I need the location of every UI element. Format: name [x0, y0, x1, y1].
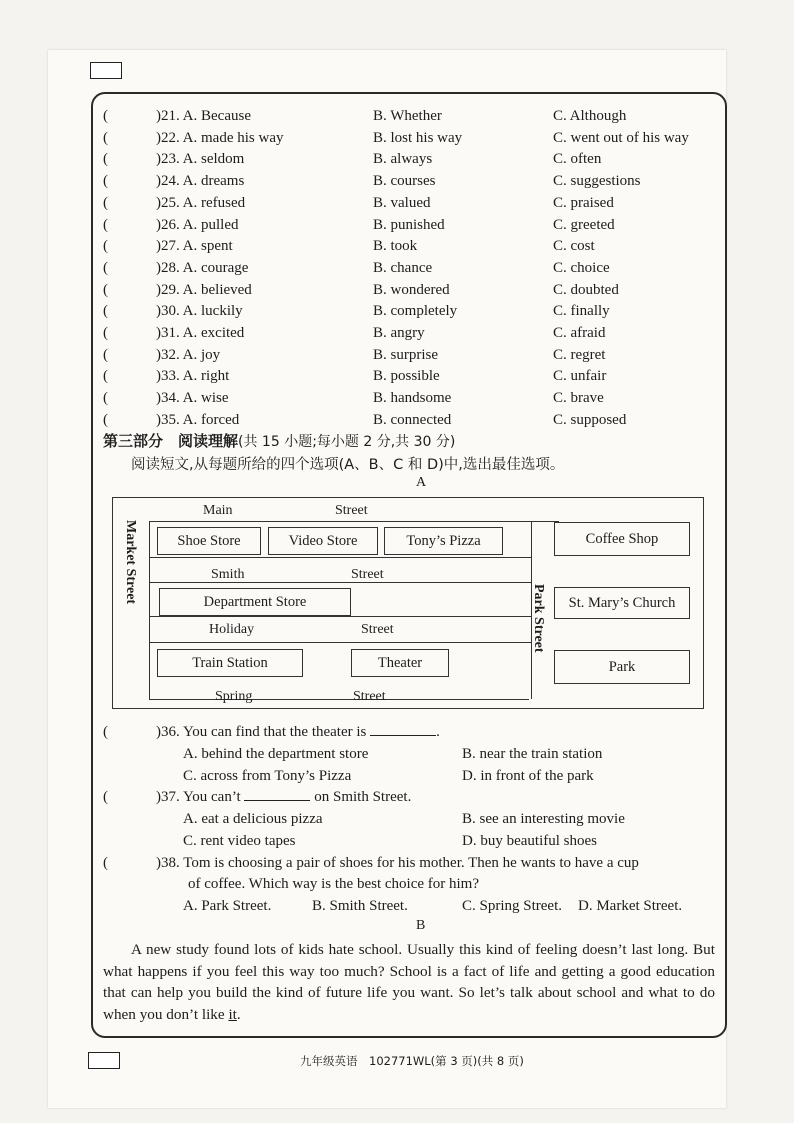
part-b-label: B: [416, 918, 426, 933]
q36-stem-text: )36. You can find that the theater is: [156, 724, 367, 740]
option-b: B. wondered: [373, 281, 450, 298]
q36-stem-end: .: [436, 724, 440, 740]
q38-option-b: B. Smith Street.: [312, 898, 408, 914]
department-store: Department Store: [159, 588, 351, 616]
train-station: Train Station: [157, 649, 303, 677]
option-a: )26. A. pulled: [156, 216, 239, 233]
option-b: B. courses: [373, 173, 436, 190]
option-a: )32. A. joy: [156, 346, 221, 363]
option-a: )22. A. made his way: [156, 129, 284, 146]
q37-stem: [156, 786, 411, 808]
q37-option-d: D. buy beautiful shoes: [462, 833, 597, 849]
q38-option-d: D. Market Street.: [578, 898, 683, 914]
q38-option-a: A. Park Street.: [183, 898, 272, 914]
answer-paren: (: [103, 151, 108, 168]
q37-stem-text: )37. You can’t: [156, 789, 241, 805]
option-b: B. punished: [373, 216, 445, 233]
q36-option-d: D. in front of the park: [462, 768, 594, 784]
road-line: [149, 582, 531, 583]
page-footer: 九年级英语 102771WL(第 3 页)(共 8 页): [300, 1054, 524, 1068]
option-a: )28. A. courage: [156, 259, 249, 276]
question-37: [103, 786, 412, 808]
option-c: C. choice: [553, 259, 610, 276]
holiday-label: Holiday: [209, 622, 255, 637]
option-a: )30. A. luckily: [156, 303, 243, 320]
option-c: C. regret: [553, 346, 606, 363]
option-a: )24. A. dreams: [156, 173, 245, 190]
q37-option-c: C. rent video tapes: [183, 833, 296, 849]
answer-paren: (: [103, 238, 108, 255]
paren: (: [103, 855, 108, 871]
section-instruction: 阅读短文,从每题所给的四个选项(A、B、C 和 D)中,选出最佳选项。: [131, 457, 565, 473]
spring-label: Spring: [215, 689, 253, 704]
option-a: )25. A. refused: [156, 194, 246, 211]
option-c: C. suggestions: [553, 173, 641, 190]
question-36: [103, 721, 440, 743]
video-store: Video Store: [268, 527, 378, 555]
option-b: B. connected: [373, 411, 452, 428]
q38-option-c: C. Spring Street.: [462, 898, 562, 914]
passage-text: A new study found lots of kids hate school. Usually this kind of feeling doesn’t last long. But what happens if you feel this way too much? School is a fact of life and getting a good education that can help you build the kind of future life you want. So let’s talk about school and what to do when you don’t like: [103, 941, 715, 1023]
option-c: C. unfair: [553, 368, 607, 385]
answer-paren: (: [103, 281, 108, 298]
option-a: )23. A. seldom: [156, 151, 245, 168]
street-map: [112, 497, 704, 709]
coffee-shop: Coffee Shop: [554, 522, 690, 556]
option-b: B. always: [373, 151, 433, 168]
shoe-store: Shoe Store: [157, 527, 261, 555]
option-a: )21. A. Because: [156, 108, 251, 124]
option-c: C. finally: [553, 303, 610, 320]
answer-paren: (: [103, 303, 108, 320]
road-line: [149, 616, 531, 617]
main-street-label: Street: [335, 503, 368, 518]
option-c: C. went out of his way: [553, 129, 689, 146]
passage-b: [103, 939, 715, 1025]
option-b: B. lost his way: [373, 129, 463, 146]
option-a: )29. A. believed: [156, 281, 252, 298]
option-b: B. angry: [373, 325, 425, 341]
option-c: C. greeted: [553, 216, 615, 233]
paren: (: [103, 724, 108, 740]
option-a: )27. A. spent: [156, 238, 233, 255]
option-b: B. took: [373, 238, 418, 255]
q36-option-c: C. across from Tony’s Pizza: [183, 768, 352, 784]
answer-paren: (: [103, 368, 108, 385]
park: Park: [554, 650, 690, 684]
q36-stem: [156, 721, 440, 743]
main-label: Main: [203, 503, 233, 518]
option-c: C. doubted: [553, 281, 619, 298]
holiday-street-label: Street: [361, 622, 394, 637]
option-b: B. handsome: [373, 390, 452, 407]
answer-paren: (: [103, 194, 108, 211]
answer-blank[interactable]: [370, 721, 436, 736]
corner-box-top: [90, 62, 122, 79]
q36-option-a: A. behind the department store: [183, 746, 369, 762]
smith-street-label: Street: [351, 567, 384, 582]
answer-paren: (: [103, 325, 108, 341]
answer-paren: (: [103, 173, 108, 190]
option-b: B. Whether: [373, 108, 442, 124]
option-b: B. surprise: [373, 346, 438, 363]
answer-paren: (: [103, 259, 108, 276]
answer-paren: (: [103, 129, 108, 146]
option-c: C. brave: [553, 390, 604, 407]
q37-stem-end: on Smith Street.: [314, 789, 412, 805]
road-line: [149, 557, 531, 558]
passage-end-punct: .: [236, 1005, 241, 1023]
option-a: )33. A. right: [156, 368, 230, 385]
smith-label: Smith: [211, 567, 245, 582]
option-b: B. completely: [373, 303, 458, 320]
option-c: C. praised: [553, 194, 614, 211]
q37-option-b: B. see an interesting movie: [462, 811, 625, 827]
tonys-pizza: Tony’s Pizza: [384, 527, 503, 555]
part-a-label: A: [416, 475, 427, 490]
theater: Theater: [351, 649, 449, 677]
option-a: )34. A. wise: [156, 390, 229, 407]
option-b: B. valued: [373, 194, 431, 211]
road-line: [149, 642, 531, 643]
option-c: C. supposed: [553, 411, 627, 428]
section-heading: 第三部分 阅读理解: [103, 432, 239, 450]
road-line: [149, 521, 559, 522]
q37-option-a: A. eat a delicious pizza: [183, 811, 323, 827]
question-38: [103, 852, 639, 874]
option-c: C. cost: [553, 238, 595, 255]
road-line: [149, 521, 150, 699]
answer-paren: (: [103, 216, 108, 233]
answer-paren: (: [103, 390, 108, 407]
q36-option-b: B. near the train station: [462, 746, 603, 762]
answer-paren: (: [103, 108, 108, 124]
option-c: C. Although: [553, 108, 627, 124]
answer-paren: (: [103, 411, 108, 428]
road-line: [149, 699, 529, 700]
passage-underlined-word: it: [228, 1005, 237, 1023]
option-a: )31. A. excited: [156, 325, 245, 341]
paren: (: [103, 789, 108, 805]
park-street-label: Park Street: [531, 584, 546, 653]
corner-box-bottom: [88, 1052, 120, 1069]
section-note: (共 15 小题;每小题 2 分,共 30 分): [238, 434, 456, 450]
answer-blank[interactable]: [244, 786, 310, 801]
option-c: C. often: [553, 151, 602, 168]
answer-paren: (: [103, 346, 108, 363]
section-title: [103, 430, 455, 451]
spring-street-label: Street: [353, 689, 386, 704]
q38-stem-line1: )38. Tom is choosing a pair of shoes for his mother. Then he wants to have a cup: [156, 855, 639, 871]
option-b: B. chance: [373, 259, 433, 276]
q38-stem-line2: of coffee. Which way is the best choice for him?: [188, 876, 480, 892]
option-b: B. possible: [373, 368, 440, 385]
st-marys-church: St. Mary’s Church: [554, 587, 690, 619]
market-street-label: Market Street: [123, 520, 138, 605]
option-c: C. afraid: [553, 325, 606, 341]
option-a: )35. A. forced: [156, 411, 240, 428]
